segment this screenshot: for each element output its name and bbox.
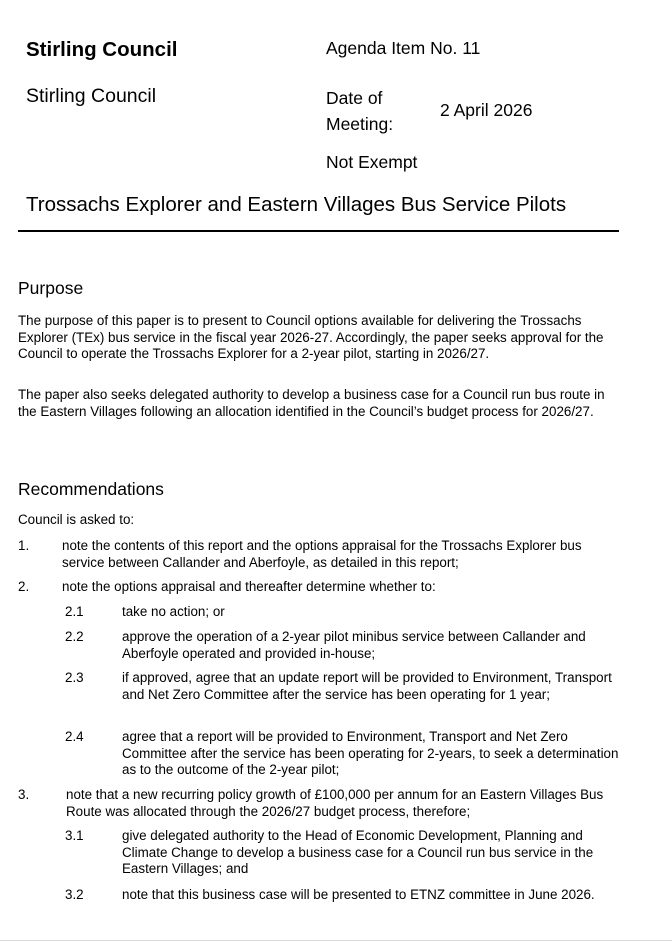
recommendations-intro: Council is asked to: <box>18 512 135 527</box>
purpose-heading: Purpose <box>18 278 84 298</box>
recommendation-number: 2. <box>18 579 30 594</box>
organisation-name-bold: Stirling Council <box>26 38 178 61</box>
sub-recommendation-text: note that this business case will be presented to ETNZ committee in June 2026. <box>122 887 595 902</box>
sub-recommendation-number: 2.3 <box>65 670 84 685</box>
report-title: Trossachs Explorer and Eastern Villages Bus Service Pilots <box>26 193 567 216</box>
sub-recommendation-number: 2.2 <box>65 629 84 644</box>
recommendations-heading: Recommendations <box>18 479 164 499</box>
exempt-status: Not Exempt <box>326 152 418 172</box>
date-of-meeting-label: Date of Meeting: <box>326 88 394 134</box>
recommendation-text: note that a new recurring policy growth of £100,000 per annum for an Eastern Villages Bus Route was allocated through the 2026/27 budget process, therefore; <box>66 787 604 819</box>
sub-recommendation-number: 3.1 <box>65 828 84 843</box>
page-bottom-edge <box>0 940 672 941</box>
sub-recommendation-number: 2.4 <box>65 729 84 744</box>
recommendation-number: 1. <box>18 538 30 553</box>
sub-recommendation-text: give delegated authority to the Head of Economic Development, Planning and Climate Change to develop a business case for a Council run bus service in the Eastern Villages; and <box>122 828 594 877</box>
agenda-item-number: Agenda Item No. 11 <box>326 38 481 58</box>
recommendation-number: 3. <box>18 787 30 802</box>
recommendation-text: note the options appraisal and thereafter determine whether to: <box>62 579 436 594</box>
sub-recommendation-text: take no action; or <box>122 604 225 619</box>
purpose-paragraph-1: The purpose of this paper is to present to Council options available for delivering the Trossachs Explorer (TEx) bus service in the fiscal year 2026-27. Accordingly, the paper seeks approval for the Council to operate the Trossachs Explorer for a 2-year pilot, starting in 2026/27. <box>18 313 604 362</box>
sub-recommendation-text: approve the operation of a 2-year pilot minibus service between Callander and Aberfoyle operated and provided in-house; <box>122 629 586 661</box>
sub-recommendation-number: 2.1 <box>65 604 84 619</box>
sub-recommendation-number: 3.2 <box>65 887 84 902</box>
sub-recommendation-text: agree that a report will be provided to Environment, Transport and Net Zero Committee after the service has been operating for 2-years, to seek a determination as to the outcome of the 2-year pilot; <box>122 729 619 778</box>
purpose-paragraph-2: The paper also seeks delegated authority to develop a business case for a Council run bus route in the Eastern Villages following an allocation identified in the Council’s budget process for 2026/27. <box>18 387 605 419</box>
sub-recommendation-text: if approved, agree that an update report will be provided to Environment, Transport and Net Zero Committee after the service has been operating for 1 year; <box>122 670 612 702</box>
date-of-meeting-value: 2 April 2026 <box>440 100 533 120</box>
title-divider <box>18 230 619 232</box>
organisation-name: Stirling Council <box>26 85 157 107</box>
recommendation-text: note the contents of this report and the options appraisal for the Trossachs Explorer bus service between Callander and Aberfoyle, as detailed in this report; <box>62 538 582 570</box>
